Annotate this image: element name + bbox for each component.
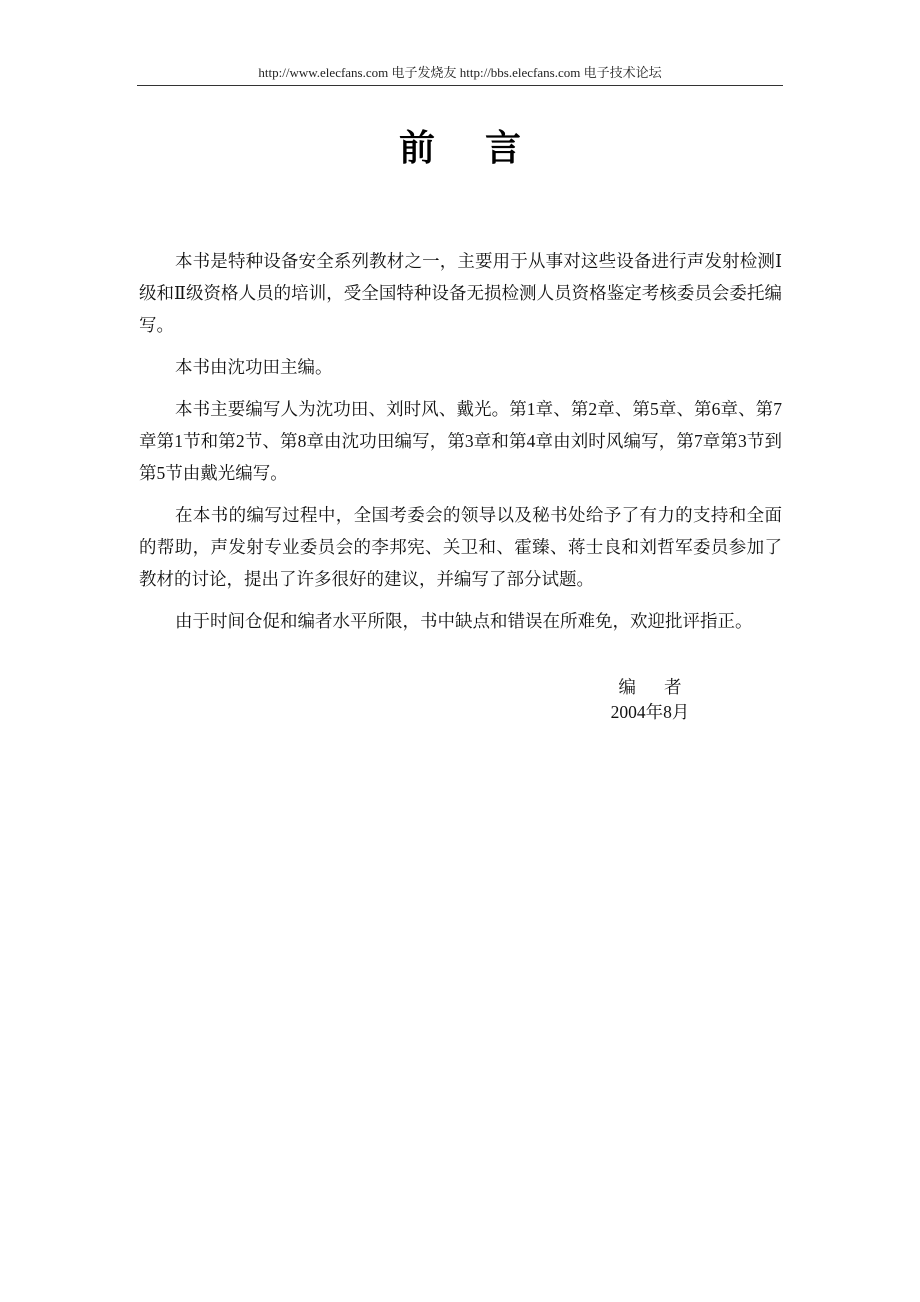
page-header: http://www.elecfans.com 电子发烧友 http://bbs.elecfans.com 电子技术论坛 — [258, 65, 662, 80]
page-title: 前言 — [398, 128, 571, 169]
paragraph-closing: 由于时间仓促和编者水平所限，书中缺点和错误在所难免，欢迎批评指正。 — [175, 611, 753, 631]
signature-date: 2004年8月 — [610, 702, 690, 722]
paragraph-acknowledgements: 在本书的编写过程中，全国考委会的领导以及秘书处给予了有力的支持和全面的帮助，声发射专业委员会的李邦宪、关卫和、霍臻、蒋士良和刘哲军委员参加了教材的讨论，提出了许多很好的建议，并编写了部分试题。 — [139, 505, 782, 589]
paragraph-authors: 本书主要编写人为沈功田、刘时风、戴光。第1章、第2章、第5章、第6章、第7章第1节和第2节、第8章由沈功田编写，第3章和第4章由刘时风编写，第7章第3节到第5节由戴光编写。 — [139, 399, 782, 483]
signature-block — [590, 675, 710, 725]
paragraph-chief-editor: 本书由沈功田主编。 — [175, 357, 333, 377]
signature-author: 编者 — [618, 677, 710, 697]
header-divider — [137, 85, 783, 86]
preface-body — [139, 245, 782, 647]
paragraph-purpose: 本书是特种设备安全系列教材之一，主要用于从事对这些设备进行声发射检测Ⅰ级和Ⅱ级资格人员的培训，受全国特种设备无损检测人员资格鉴定考核委员会委托编写。 — [139, 251, 782, 335]
